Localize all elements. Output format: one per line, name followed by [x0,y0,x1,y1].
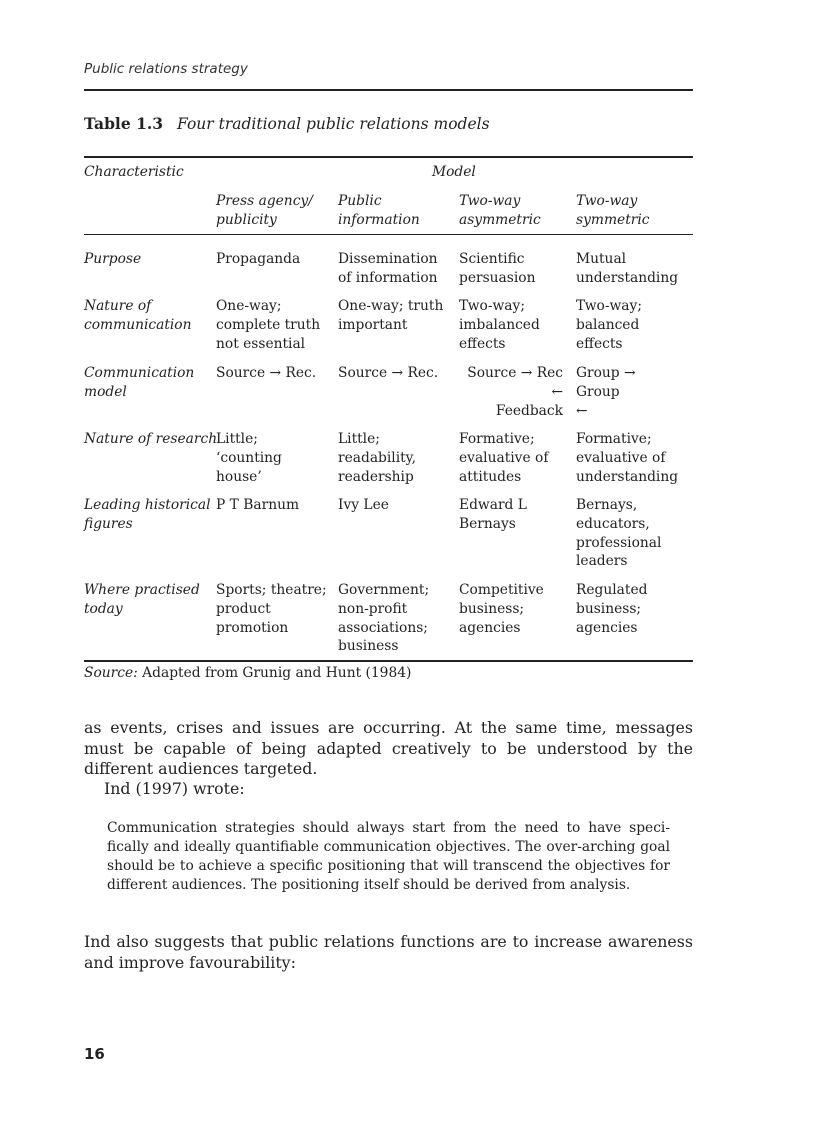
table-cell: Bernays, educators, professional leaders [576,497,662,570]
table-cell: Mutual understanding [576,251,679,286]
table-cell: Source → Rec ← Feedback [467,365,563,419]
table-top-rule [84,156,693,158]
table-caption [84,114,490,133]
table-cell: Two-way; imbalanced effects [459,298,540,352]
row-label-nature-of-communication: Nature of communication [84,298,192,333]
table-cell: Two-way; balanced effects [576,298,642,352]
body-paragraph: as events, crises and issues are occurring. At the same time, messages must be capable of being adapted creatively to be understood by the different audiences targeted. [84,718,693,778]
characteristic-header: Characteristic [84,164,184,180]
table-title: Four traditional public relations models [177,115,490,133]
book-page [84,0,693,1123]
table-source-note [84,665,411,681]
table-cell: Edward L Bernays [459,497,527,532]
table-cell: One-way; complete truth not essential [216,298,321,352]
block-quote: Communication strategies should always start from the need to have speci-fically and ideally quantifiable communication objectives. The over-arching goal should be to achieve a specific positioning that will transcend the objectives for different audiences. The positioning itself should be derived from analysis. [107,820,670,893]
table-cell: Competitive business; agencies [459,582,544,636]
table-cell: Little; ‘counting house’ [216,431,282,485]
model-header-two-way-asymmetric: Two-way asymmetric [459,193,541,228]
table-cell: Little; readability, readership [338,431,417,485]
model-header-public-information: Public information [338,193,420,228]
model-header: Model [432,164,476,180]
header-rule [84,89,693,91]
table-cell: Dissemination of information [338,251,438,286]
table-cell: One-way; truth important [338,298,444,333]
table-number: Table 1.3 [84,114,164,133]
row-label-leading-historical-figures: Leading historical figures [84,497,211,532]
source-text: Adapted from Grunig and Hunt (1984) [142,665,412,681]
body-paragraph: Ind (1997) wrote: [104,779,245,798]
row-label-where-practised-today: Where practised today [84,582,200,617]
table-cell: Group → Group ← [576,365,636,419]
table-cell: Formative; evaluative of attitudes [459,431,549,485]
model-header-press-agency: Press agency/ publicity [216,193,313,228]
body-paragraph: Ind also suggests that public relations functions are to increase awareness and improve favourability: [84,932,693,972]
table-cell: Sports; theatre; product promotion [216,582,327,636]
table-cell: Regulated business; agencies [576,582,648,636]
table-cell: Formative; evaluative of understanding [576,431,679,485]
row-label-purpose: Purpose [84,251,142,267]
page-number: 16 [84,1045,105,1063]
source-label: Source: [84,665,138,681]
table-cell: Propaganda [216,251,301,267]
table-bottom-rule [84,660,693,662]
table-header-rule [84,234,693,235]
running-head: Public relations strategy [84,61,248,77]
table-cell: Source → Rec. [216,365,317,381]
table-cell: Source → Rec. [338,365,439,381]
row-label-nature-of-research: Nature of research [84,431,218,447]
table-cell: Ivy Lee [338,497,389,513]
row-label-communication-model: Communication model [84,365,195,400]
model-header-two-way-symmetric: Two-way symmetric [576,193,650,228]
table-cell: Scientific persuasion [459,251,536,286]
table-cell: P T Barnum [216,497,300,513]
table-cell: Government; non-profit associations; business [338,582,430,655]
